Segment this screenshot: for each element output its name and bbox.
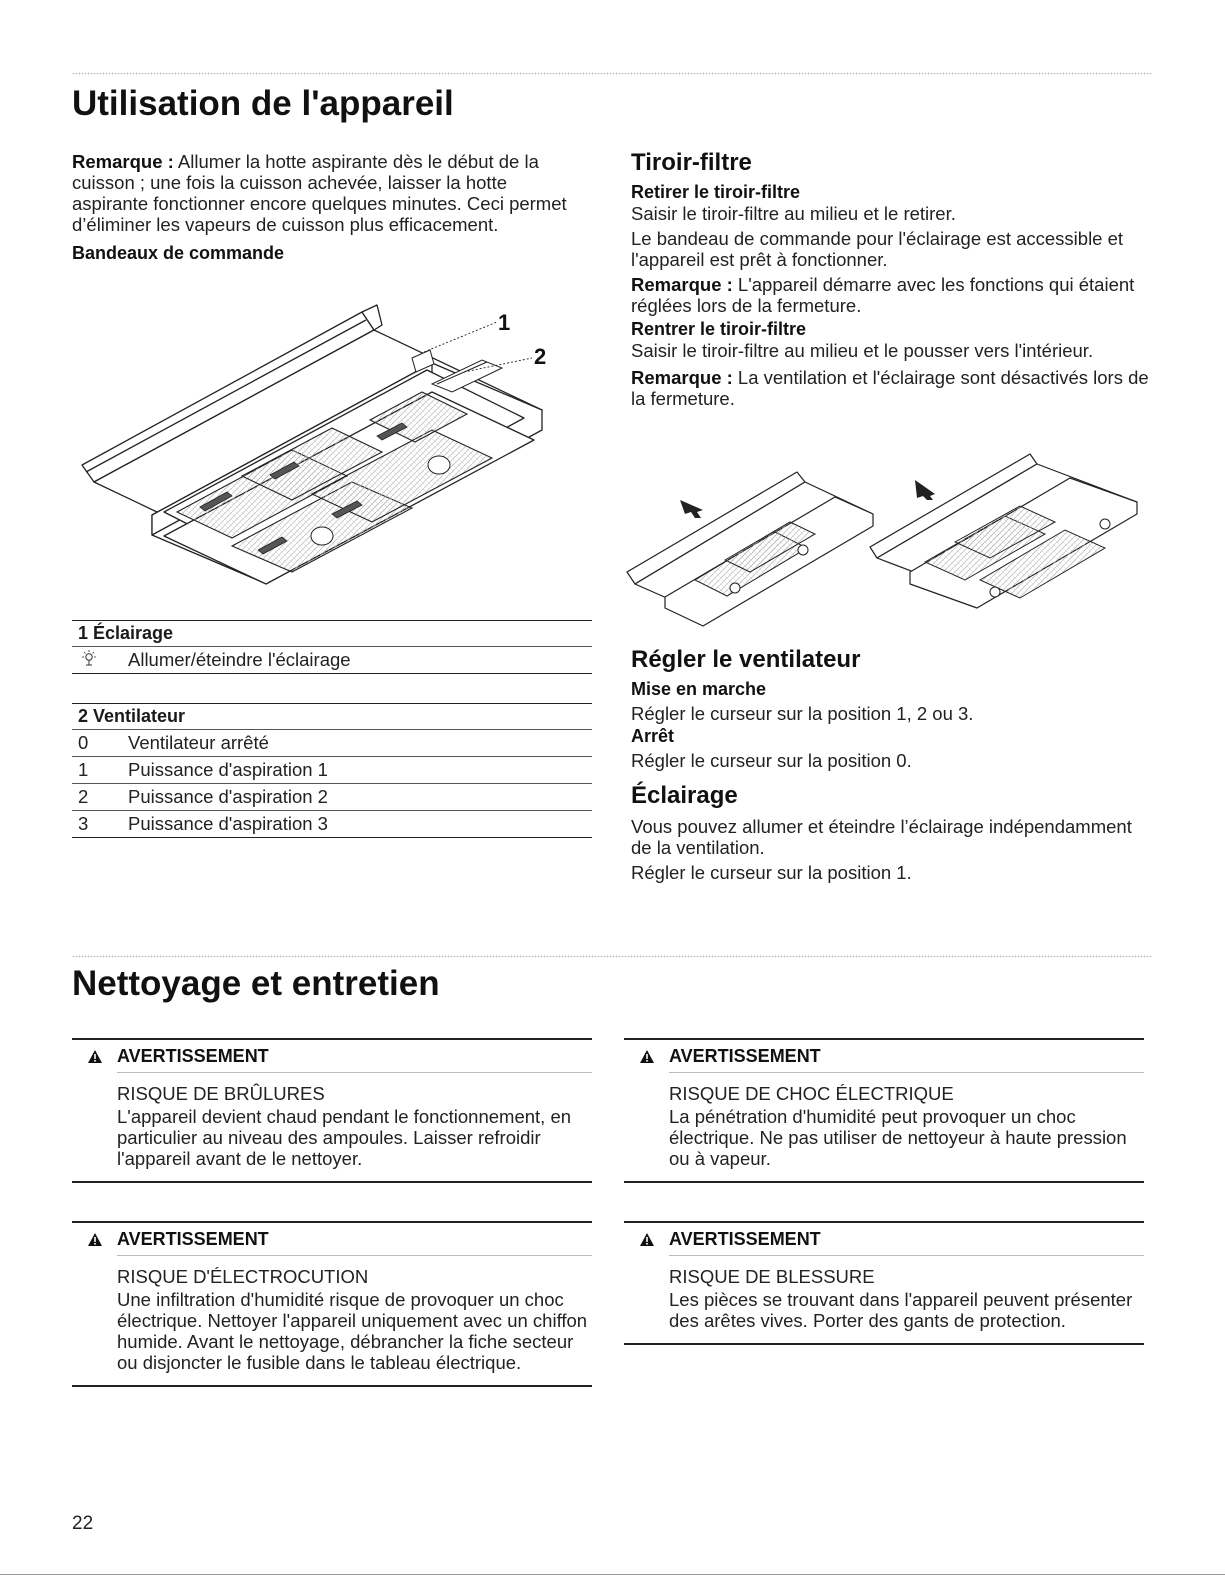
note-text: Allumer la hotte aspirante dès le début de la cuisson ; une fois la cuisson achevée, laisser la hotte aspirante fonctionner encore quelques minutes. Ceci permet d’éliminer les vapeurs de cuisson plus efficacement. [72,151,567,235]
light-bulb-icon [72,647,128,673]
table-cell-key: 0 [78,732,89,753]
warning-box-electrocution [72,1221,592,1387]
table-row [72,647,592,674]
note-label: Remarque : [72,151,174,172]
fan-table [72,703,592,838]
warning-risk: RISQUE D'ÉLECTROCUTION [117,1266,369,1287]
warning-box-electric-shock [624,1038,1144,1183]
page-edge-line [0,1574,1225,1575]
table-cell-key: 2 [78,786,89,807]
stop-heading: Arrêt [631,726,675,746]
note-label: Remarque : [631,367,733,388]
table-cell-key: 3 [78,813,89,834]
warning-risk: RISQUE DE BRÛLURES [117,1083,325,1104]
insert-drawer-heading: Rentrer le tiroir-filtre [631,319,807,339]
callout-1: 1 [498,310,511,335]
warning-triangle-icon [72,1049,117,1064]
note-text: La ventilation et l'éclairage sont désactivés lors de la fermeture. [631,367,1149,409]
warning-label: AVERTISSEMENT [117,1045,269,1066]
warning-label: AVERTISSEMENT [669,1045,821,1066]
section-divider [72,955,1152,958]
warning-text: Les pièces se trouvant dans l'appareil peuvent présenter des arêtes vives. Porter des gants de protection. [669,1289,1133,1331]
table-row [72,757,592,784]
fan-table-title: 2 Ventilateur [72,703,592,730]
lighting-table-title: 1 Éclairage [72,620,592,647]
warning-box-burns [72,1038,592,1183]
stop-text: Régler le curseur sur la position 0. [631,750,912,771]
warning-box-injury [624,1221,1144,1345]
light-text: Vous pouvez allumer et éteindre l’éclairage indépendamment de la ventilation. [631,816,1132,858]
drawer-open-close-illustration [625,452,1145,627]
note-label: Remarque : [631,274,733,295]
drawer-title: Tiroir-filtre [631,149,752,176]
remove-drawer-text: Saisir le tiroir-filtre au milieu et le retirer. [631,203,956,224]
range-hood-illustration [72,300,562,605]
section-title-cleaning: Nettoyage et entretien [72,964,440,1003]
warning-label: AVERTISSEMENT [117,1228,269,1249]
note-text: L'appareil démarre avec les fonctions qui étaient réglées lors de la fermeture. [631,274,1135,316]
warning-text: L'appareil devient chaud pendant le fonctionnement, en particulier au niveau des ampoules. Laisser refroidir l'appareil avant de le nettoyer. [117,1106,572,1169]
light-title: Éclairage [631,782,738,809]
section-title-usage: Utilisation de l'appareil [72,84,454,123]
table-cell-value: Ventilateur arrêté [128,732,269,753]
table-row [72,811,592,838]
table-cell-key: 1 [78,759,89,780]
remove-note [631,274,1151,316]
table-cell-value: Allumer/éteindre l'éclairage [128,649,351,670]
note-paragraph [72,151,582,235]
left-column [72,151,582,264]
warning-risk: RISQUE DE BLESSURE [669,1266,875,1287]
table-cell-value: Puissance d'aspiration 3 [128,813,328,834]
page-number: 22 [72,1513,94,1534]
light-text-2: Régler le curseur sur la position 1. [631,862,912,883]
start-heading: Mise en marche [631,679,767,699]
table-cell-value: Puissance d'aspiration 2 [128,786,328,807]
warning-triangle-icon [72,1232,117,1247]
warning-triangle-icon [624,1049,669,1064]
lighting-table [72,620,592,674]
section-divider [72,72,1152,75]
table-row [72,784,592,811]
table-row [72,730,592,757]
table-cell-value: Puissance d'aspiration 1 [128,759,328,780]
insert-note [631,367,1151,409]
remove-drawer-text-2: Le bandeau de commande pour l'éclairage est accessible et l'appareil est prêt à fonctionner. [631,228,1124,270]
warning-label: AVERTISSEMENT [669,1228,821,1249]
warning-triangle-icon [624,1232,669,1247]
control-panel-heading: Bandeaux de commande [72,243,285,263]
right-column [631,151,1151,409]
remove-drawer-heading: Retirer le tiroir-filtre [631,182,801,202]
right-column-lower [631,648,1151,883]
warning-text: La pénétration d'humidité peut provoquer un choc électrique. Ne pas utiliser de nettoyeur à haute pression ou à vapeur. [669,1106,1127,1169]
warning-risk: RISQUE DE CHOC ÉLECTRIQUE [669,1083,954,1104]
fan-title: Régler le ventilateur [631,646,861,673]
start-text: Régler le curseur sur la position 1, 2 ou 3. [631,703,974,724]
warning-text: Une infiltration d'humidité risque de provoquer un choc électrique. Nettoyer l'appareil uniquement avec un chiffon humide. Avant le nettoyage, débrancher la fiche secteur ou disjoncter le fusible dans le tableau électrique. [117,1289,588,1373]
callout-2: 2 [534,344,547,369]
insert-drawer-text: Saisir le tiroir-filtre au milieu et le pousser vers l'intérieur. [631,340,1094,361]
